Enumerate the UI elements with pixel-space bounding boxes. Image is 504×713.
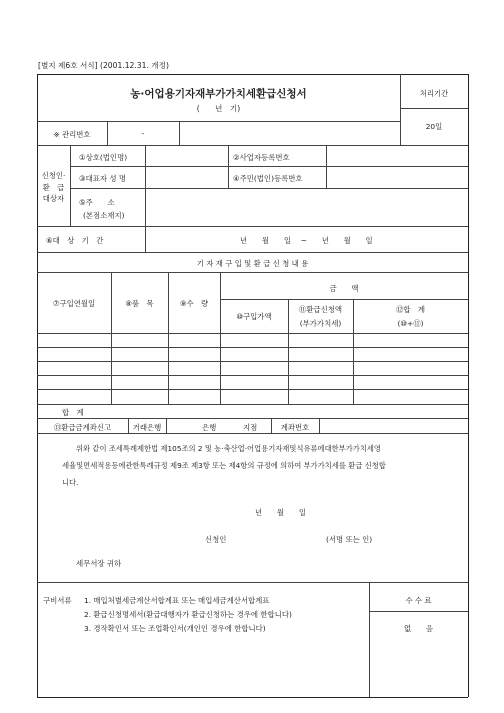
form-number-note: [별지 제6호 서식] (2001.12.31. 개정) xyxy=(38,61,169,70)
head-office-label: (본점소재지) xyxy=(83,211,125,220)
processing-period-label: 처리기간 xyxy=(419,89,449,98)
management-number-label: ※ 관리번호 xyxy=(53,130,91,139)
year-period-line: ( 년 기) xyxy=(196,104,241,113)
management-number-value: - xyxy=(141,129,145,138)
applicant-side-label: 신청인· 환 급 대상자 xyxy=(41,171,66,203)
col-item: ⑧품 목 xyxy=(125,299,154,308)
col-amount: 금 액 xyxy=(329,284,359,293)
required-doc-2: 2. 환급신청명세서(환급대행자가 환급신청하는 경우에 한합니다) xyxy=(84,610,292,619)
recipient-label: 세무서장 귀하 xyxy=(76,559,122,568)
bank-suffix: 은행 xyxy=(202,423,217,432)
fee-label: 수 수 료 xyxy=(405,596,432,605)
target-period-value: 년 월 일 ~ 년 월 일 xyxy=(240,236,373,245)
signature-label: (서명 또는 인) xyxy=(326,535,373,544)
total-row-label: 합 계 xyxy=(62,408,84,417)
col-total: ⑫합 계 xyxy=(395,305,426,314)
required-doc-3: 3. 경작확인서 또는 조업확인서(개인인 경우에 한합니다) xyxy=(84,624,266,633)
branch-suffix: 지점 xyxy=(243,423,258,432)
processing-period-value: 20일 xyxy=(425,122,443,131)
form-title: 농·어업용기자재부가가치세환급신청서 xyxy=(130,88,307,100)
bank-name-label: 거래은행 xyxy=(132,423,162,432)
col-quantity: ⑨수 량 xyxy=(179,299,209,308)
col-total-formula: (⑩+⑪) xyxy=(397,319,424,328)
col-vat: (부가가치세) xyxy=(299,319,342,328)
col-refund-request: ⑪환급신청액 xyxy=(298,305,343,314)
account-number-label: 계좌번호 xyxy=(280,423,310,432)
business-reg-number-label: ②사업자등록번호 xyxy=(233,153,290,162)
col-purchase-date: ⑦구입연월일 xyxy=(52,299,96,308)
target-period-label: ⑥대 상 기 간 xyxy=(46,236,104,245)
company-name-label: ①상호(법인명) xyxy=(79,153,128,162)
required-docs-label: 구비서류 xyxy=(43,596,72,605)
representative-name-label: ③대표자 성 명 xyxy=(79,174,127,183)
fee-value: 없 음 xyxy=(403,624,434,633)
applicant-label: 신청인 xyxy=(205,535,227,544)
required-doc-1: 1. 매입처별세금계산서합계표 또는 매입세금계산서합계표 xyxy=(84,596,270,605)
col-purchase-price: ⑩구입가액 xyxy=(236,312,272,321)
application-date: 년 월 일 xyxy=(255,508,306,517)
refund-account-label: ⑬환급금계좌신고 xyxy=(53,423,112,432)
resident-reg-number-label: ④주민(법인)등록번호 xyxy=(233,174,303,183)
address-label: ⑤주 소 xyxy=(79,198,115,207)
section-title: 기 자 재 구 입 및 환 급 신 청 내 용 xyxy=(196,259,309,268)
